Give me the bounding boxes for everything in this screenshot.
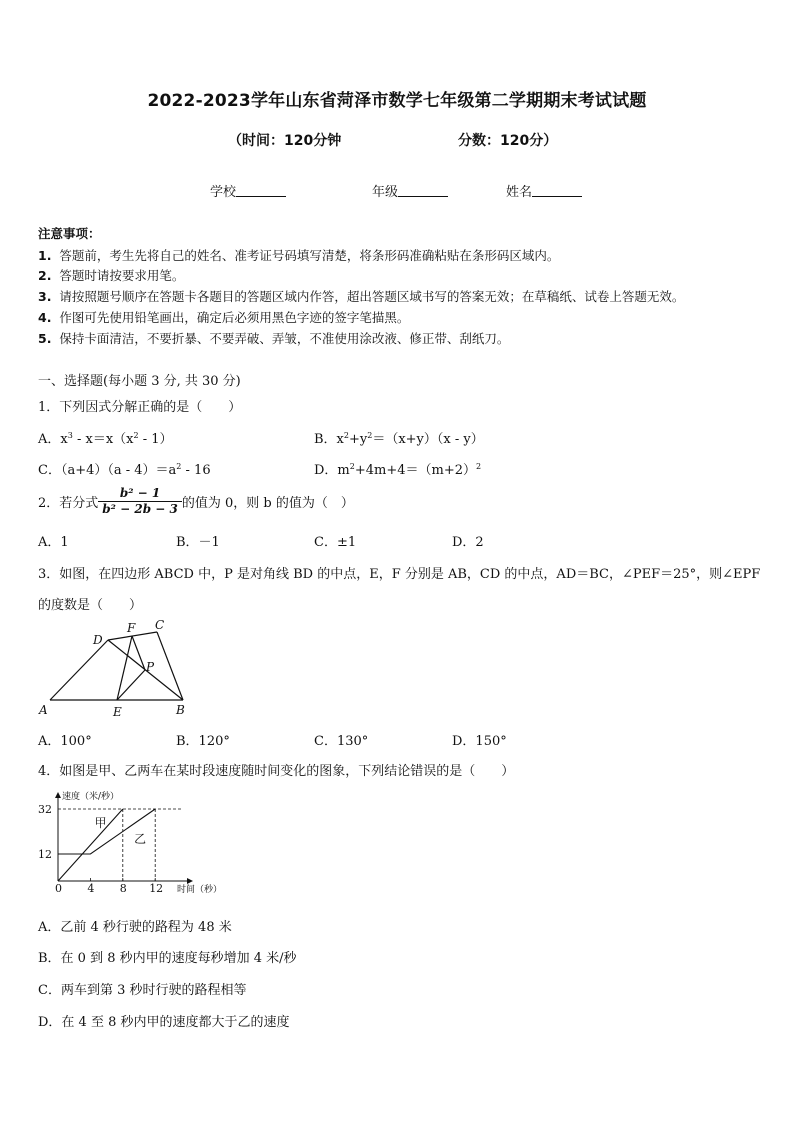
q1d-sup: 2: [476, 462, 482, 471]
q1-option-c[interactable]: [38, 459, 211, 478]
q4-option-c[interactable]: C．两车到第 3 秒时行驶的路程相等: [38, 983, 247, 998]
q1c-part: - 16: [181, 463, 211, 478]
school-field[interactable]: [210, 181, 286, 200]
q3-stem-line1: 3．如图，在四边形 ABCD 中，P 是对角线 BD 的中点，E，F 分别是 AB，CD 的中点，AD＝BC，∠PEF＝25°，则∠EPF: [38, 567, 761, 582]
notice-num: 1.: [38, 248, 52, 263]
q1d-part: D．m: [314, 463, 350, 478]
x-tick-label: 8: [119, 882, 127, 895]
notice-item: [38, 287, 684, 305]
q3-quadrilateral-figure: [30, 615, 200, 725]
q1-option-b[interactable]: [314, 428, 484, 447]
exam-score: 分数：120分）: [458, 133, 558, 149]
q4-speed-time-chart: [34, 787, 244, 899]
q1d-sup: 2: [349, 462, 355, 471]
x-tick-label: 4: [87, 882, 95, 895]
label-a: A: [39, 703, 48, 717]
q2-fraction-numerator: b² − 1: [98, 486, 182, 502]
q1b-part: +y: [348, 432, 368, 447]
q4-stem: 4．如图是甲、乙两车在某时段速度随时间变化的图象，下列结论错误的是（ ）: [38, 764, 515, 779]
q1a-part: - 1）: [138, 432, 173, 447]
q1c-sup: 2: [176, 462, 182, 471]
name-field[interactable]: [506, 181, 582, 200]
notice-num: 3.: [38, 289, 52, 304]
q2-option-d[interactable]: D．2: [452, 535, 484, 550]
notice-item: [38, 266, 184, 284]
notice-text: 请按照题号顺序在答题卡各题目的答题区域内作答，超出答题区域书写的答案无效；在草稿纸、试卷上答题无效。: [59, 289, 685, 304]
notice-num: 4.: [38, 310, 52, 325]
q2-option-c[interactable]: C．±1: [314, 535, 357, 550]
name-label: 姓名: [506, 185, 533, 200]
q3-option-c[interactable]: C．130°: [314, 734, 369, 749]
grade-label: 年级: [372, 185, 399, 200]
notice-item: [38, 329, 509, 347]
notice-text: 答题时请按要求用笔。: [59, 268, 185, 283]
x-tick-label: 0: [55, 882, 62, 895]
q2-option-a[interactable]: A．1: [38, 535, 69, 550]
q1a-sup: 2: [133, 431, 139, 440]
q4-option-a[interactable]: A．乙前 4 秒行驶的路程为 48 米: [38, 920, 232, 935]
q1a-part: - x＝x（x: [72, 432, 134, 447]
grade-field[interactable]: [372, 181, 448, 200]
school-blank[interactable]: [236, 184, 286, 197]
side-ad: [50, 640, 108, 700]
notice-text: 答题前，考生先将自己的姓名、准考证号码填写清楚，将条形码准确粘贴在条形码区域内。: [59, 248, 560, 263]
label-b: B: [176, 703, 185, 717]
q1b-sup: 2: [343, 431, 349, 440]
series-label-jia: 甲: [94, 816, 107, 830]
exam-time: （时间：120分钟: [228, 133, 342, 149]
notice-text: 保持卡面清洁，不要折暴、不要弄破、弄皱，不准使用涂改液、修正带、刮纸刀。: [59, 331, 510, 346]
q2-stem: [38, 486, 354, 517]
notice-num: 5.: [38, 331, 52, 346]
x-axis-label: 时间（秒）: [177, 885, 223, 895]
y-tick-label: 12: [38, 848, 52, 861]
notice-item: [38, 246, 559, 264]
q1-option-d[interactable]: [314, 459, 481, 478]
q1a-part: A．x: [38, 432, 68, 447]
q3-option-b[interactable]: B．120°: [176, 734, 230, 749]
exam-title: 2022-2023学年山东省菏泽市数学七年级第二学期期末考试试题: [147, 91, 647, 111]
q1d-part: +4m+4＝（m+2）: [354, 463, 477, 478]
q1a-sup: 3: [67, 431, 73, 440]
school-label: 学校: [210, 185, 237, 200]
q2-fraction: [98, 486, 182, 517]
notice-num: 2.: [38, 268, 52, 283]
segment-ep: [117, 670, 145, 700]
q3-stem-line2: 的度数是（ ）: [38, 598, 143, 613]
label-e: E: [113, 705, 122, 719]
label-c: C: [155, 618, 165, 632]
series-line-jia: [58, 809, 123, 881]
q1b-part: ＝（x+y）（x - y）: [372, 432, 484, 447]
q1-stem: 1．下列因式分解正确的是（ ）: [38, 400, 242, 415]
notice-heading: 注意事项：: [38, 226, 101, 241]
label-p: P: [146, 660, 155, 674]
q1b-sup: 2: [367, 431, 373, 440]
q2-option-b[interactable]: B．－1: [176, 535, 220, 550]
q1c-part: C．（a+4）（a - 4）＝a: [38, 463, 177, 478]
series-label-yi: 乙: [134, 831, 147, 846]
q4-option-d[interactable]: D．在 4 至 8 秒内甲的速度都大于乙的速度: [38, 1015, 290, 1030]
q3-option-a[interactable]: A．100°: [38, 734, 92, 749]
q2-stem-after: 的值为 0，则 b 的值为（ ）: [181, 496, 354, 511]
name-blank[interactable]: [532, 184, 582, 197]
x-tick-label: 12: [149, 882, 164, 895]
q1b-part: B．x: [314, 432, 344, 447]
y-tick-label: 32: [38, 803, 52, 816]
q1-option-a[interactable]: [38, 428, 173, 447]
section-title: 一、选择题(每小题 3 分, 共 30 分): [38, 374, 241, 389]
label-d: D: [93, 633, 103, 647]
q3-option-d[interactable]: D．150°: [452, 734, 507, 749]
q2-fraction-denominator: b² − 2b − 3: [102, 502, 178, 516]
grade-blank[interactable]: [398, 184, 448, 197]
q2-stem-before: 2．若分式: [38, 496, 99, 511]
segment-ef: [117, 636, 132, 700]
y-axis-label: 速度（米/秒）: [62, 792, 120, 802]
label-f: F: [127, 621, 136, 635]
q4-option-b[interactable]: B．在 0 到 8 秒内甲的速度每秒增加 4 米/秒: [38, 951, 297, 966]
notice-item: [38, 308, 409, 326]
notice-text: 作图可先使用铅笔画出，确定后必须用黑色字迹的签字笔描黑。: [59, 310, 410, 325]
